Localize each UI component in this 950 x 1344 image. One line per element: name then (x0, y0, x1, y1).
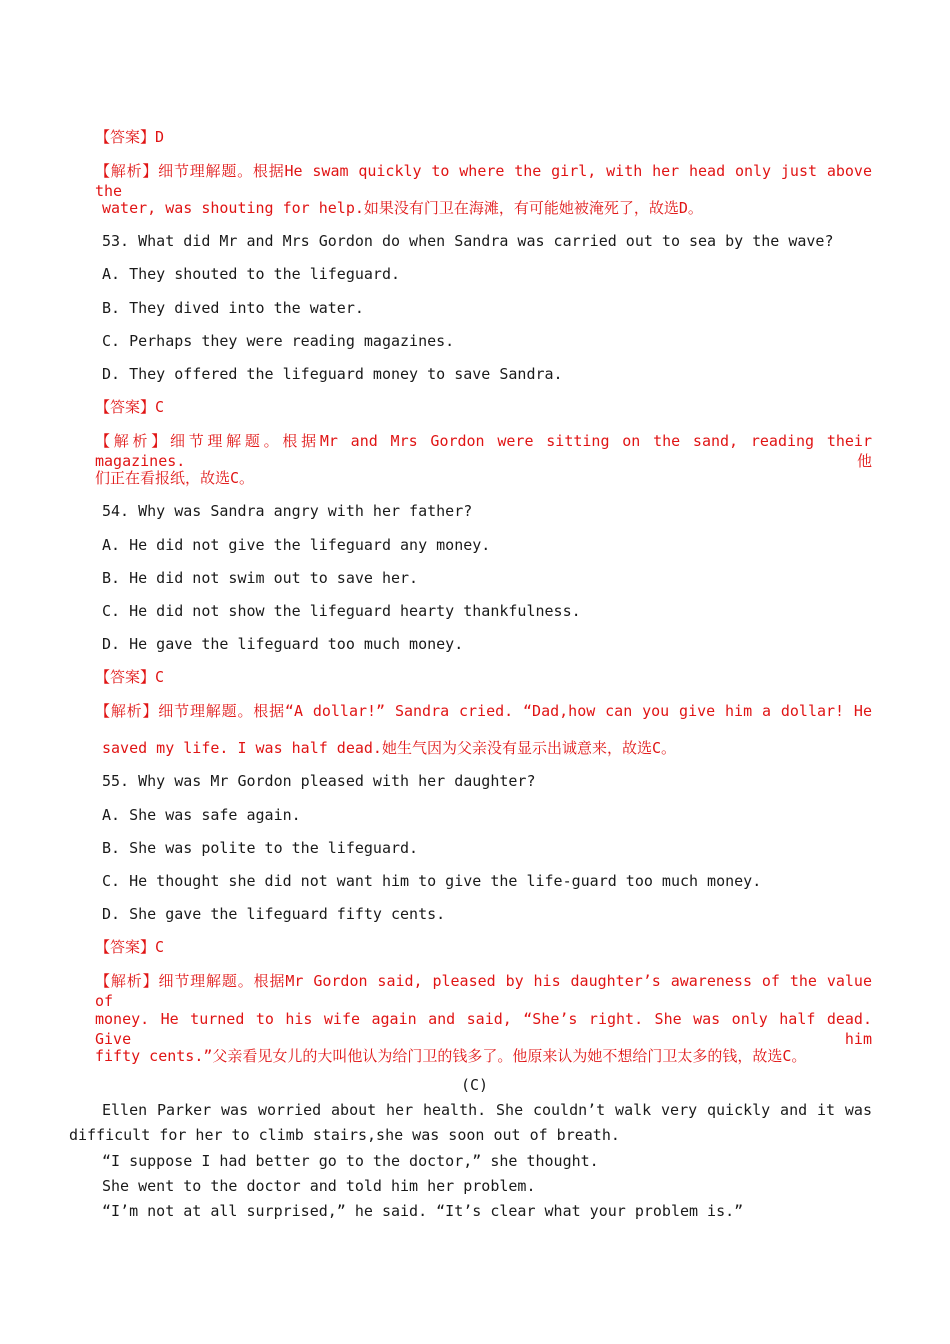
answer-label-53: 【答案】C (95, 398, 165, 416)
analysis-54-line2: saved my life. I was half dead.她生气因为父亲没有显示出诚意来，故选C。 (102, 739, 676, 757)
answer-label-54: 【答案】C (95, 668, 165, 686)
question-54: 54. Why was Sandra angry with her father? (102, 502, 473, 520)
answer-label-52: 【答案】D (95, 128, 165, 146)
option-55-a: A. She was safe again. (102, 806, 301, 824)
question-53: 53. What did Mr and Mrs Gordon do when Sandra was carried out to sea by the wave? (102, 232, 834, 250)
passage-c-line5: “I’m not at all surprised,” he said. “It’s clear what your problem is.” (102, 1202, 744, 1220)
analysis-55-line3: fifty cents.”父亲看见女儿的大叫他认为给门卫的钱多了。他原来认为她不想给门卫太多的钱，故选C。 (95, 1047, 807, 1065)
question-55: 55. Why was Mr Gordon pleased with her daughter? (102, 772, 536, 790)
analysis-55-line1: 【解析】细节理解题。根据Mr Gordon said, pleased by his daughter’s awareness of the value of (95, 972, 872, 1010)
option-53-c: C. Perhaps they were reading magazines. (102, 332, 455, 350)
passage-c-line3: “I suppose I had better go to the doctor,” she thought. (102, 1152, 599, 1170)
option-55-d: D. She gave the lifeguard fifty cents. (102, 905, 446, 923)
option-55-c: C. He thought she did not want him to give the life-guard too much money. (102, 872, 762, 890)
option-53-b: B. They dived into the water. (102, 299, 364, 317)
section-heading-c: (C) (461, 1076, 489, 1094)
option-54-d: D. He gave the lifeguard too much money. (102, 635, 464, 653)
analysis-52-line1: 【解析】细节理解题。根据He swam quickly to where the girl, with her head only just above the (95, 162, 872, 200)
option-54-c: C. He did not show the lifeguard hearty thankfulness. (102, 602, 581, 620)
option-55-b: B. She was polite to the lifeguard. (102, 839, 419, 857)
option-54-b: B. He did not swim out to save her. (102, 569, 419, 587)
analysis-55-line2: money. He turned to his wife again and said, “She’s right. She was only half dead. Give him (95, 1010, 872, 1048)
analysis-52-line2: water, was shouting for help.如果没有门卫在海滩，有可能她被淹死了，故选D。 (102, 199, 703, 217)
passage-c-line2: difficult for her to climb stairs,she was soon out of breath. (69, 1126, 620, 1144)
passage-c-line4: She went to the doctor and told him her problem. (102, 1177, 536, 1195)
passage-c-line1: Ellen Parker was worried about her health. She couldn’t walk very quickly and it was (102, 1101, 872, 1119)
answer-label-55: 【答案】C (95, 938, 165, 956)
option-54-a: A. He did not give the lifeguard any money. (102, 536, 491, 554)
option-53-a: A. They shouted to the lifeguard. (102, 265, 401, 283)
analysis-54-line1: 【解析】细节理解题。根据“A dollar!” Sandra cried. “Dad,how can you give him a dollar! He (95, 702, 872, 720)
option-53-d: D. They offered the lifeguard money to save Sandra. (102, 365, 563, 383)
analysis-53-line2: 们正在看报纸，故选C。 (95, 469, 255, 487)
analysis-53-line1: 【解析】细节理解题。根据Mr and Mrs Gordon were sitting on the sand, reading their magazines.他 (95, 432, 872, 470)
